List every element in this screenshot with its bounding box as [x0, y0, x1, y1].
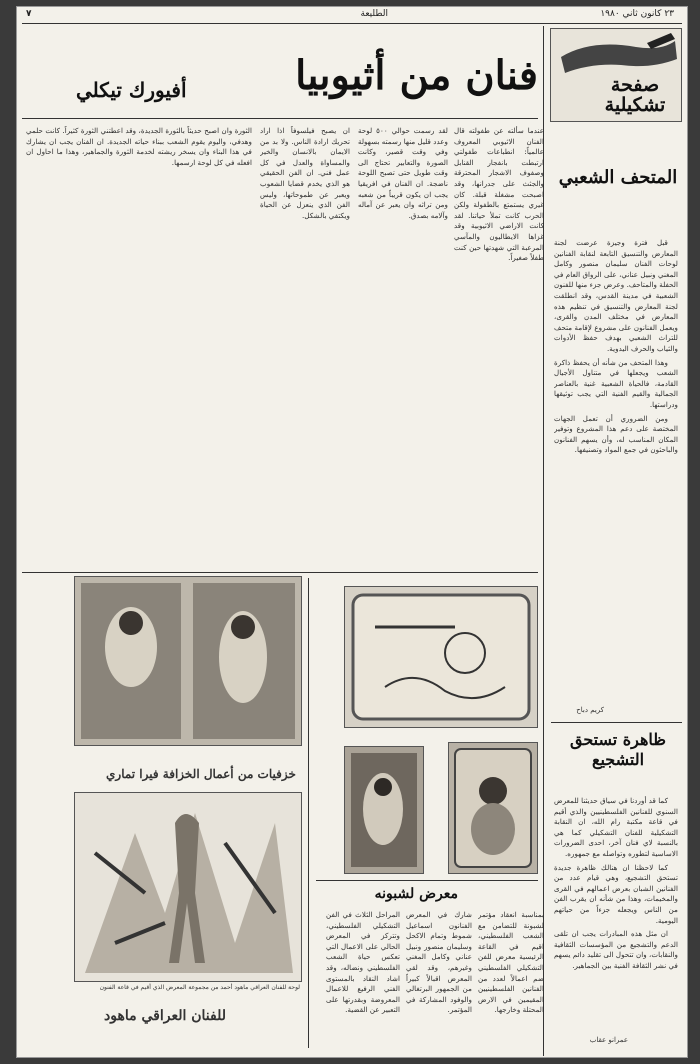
sidebar-section2-author: عمرانو عقاب [589, 1036, 628, 1044]
ceramic-photo-3 [344, 746, 424, 874]
painting-photo [74, 792, 302, 982]
paragraph: قبل فترة وجيزة عرضت لجنة المعارض والتنسيق التابعة لنقابة الفنانين لوحات الفنان سليمان منصور وكامل المغني ونبيل عناني، على الرواق العام في الحفلة والمتاحف. وعرض جزء منها للفنون الشعبية في مدينة القدس، وقد انطلقت لجنة المعارض والتنسيق في تنظيم هذه المعارض في مختلف المدن والقرى، ويعمل الفنانون على مشروع لإقامة متحف للتراث الشعبي بهدف حفظ الأدوات والثياب والحرف اليدوية. [554, 238, 678, 353]
exhibition-column-3: المراحل الثلاث في الفن التشكيلي الفلسطيني، وتتركز في المعرض الحالي على الاعمال التي تعكس حياة الشعب الفلسطيني ونضاله، وقد اشاد النقاد بالمستوى الفني الرفيع للاعمال المعروضة وبقدرتها على التعبير عن القضية. [326, 910, 400, 1015]
title-rule [22, 118, 538, 119]
paragraph: ومن الضروري أن تعمل الجهات المختصة على دعم هذا المشروع وتوفير المكان المناسب له، وأن يسهم الفنانون والباحثون في جمع المواد وتصنيفها. [554, 413, 678, 455]
header-rule [22, 23, 682, 24]
paragraph: كما لاحظنا ان هنالك ظاهرة جديدة تستحق التشجيع، وهي قيام عدد من الفنانين الشبان بعرض اعمالهم في القرى والمخيمات، وهذا من شأنه ان يقرب الفن من الناس ويجعله جزءاً من حياتهم اليومية. [554, 862, 678, 925]
ceramic-photo-2 [344, 586, 538, 728]
sidebar-section1-author: كريم دباح [576, 706, 604, 714]
article-column-4: الثورة وان اصبح حديثاً بالثورة الجديدة، وقد اعطتني الثورة كثيراً. كانت حلمي وهدفي، واليوم يقوم الشعب ببناء حياته الجديدة. ان الفنان يجب ان يشارك في هذا البناء وان يسخر ريشته لخدمة الثورة والجماهير، وهذا ما احاول ان افعله في كل لوحة ارسمها. [26, 126, 252, 167]
exhibition-column-2: شارك في المعرض الفنانون اسماعيل شموط وتمام الاكحل وسليمان منصور ونبيل عناني وكامل المغني وغيرهم، وقد لقي المعرض اقبالاً كبيراً من الجمهور البرتغالي والوفود المشاركة في المؤتمر. [406, 910, 472, 1015]
article-column-3: ان يصبح فيلسوفاً اذا اراد تحريك ارادة الناس. ولا بد من الايمان بالانسان والخير والمساواة والعدل في كل عمل فني. ان الفن الحقيقي هو الذي يخدم قضايا الشعوب ويعبر عن طموحاتها، وليس الفن الذي ينعزل عن الحياة ويكتفي بالشكل. [260, 126, 350, 220]
main-article-author: أفيورك تيكلي [76, 78, 187, 102]
newspaper-page [16, 6, 688, 1058]
sidebar-section1-title: المتحف الشعبي [558, 167, 678, 188]
issue-date: ٢٣ كانون ثاني ١٩٨٠ [600, 9, 674, 19]
article-column-2: لقد رسمت حوالي ٥٠٠ لوحة وعدد قليل منها رسمته بسهولة وفي وقت قصير، وكانت الصورة والتعابير تحتاج الى وقت طويل حتى تصبح اللوحة ناضجة. ان الفنان في افريقيا يجب ان يكون قريباً من شعبه ومن تراثه وان يعبر عن آماله وآلامه بصدق. [358, 126, 448, 220]
logo-text: صفحة تشكيلية [604, 74, 666, 116]
ceramics-caption: خزفيات من أعمال الخزافة فيرا تماري [106, 767, 296, 781]
exhibition-column-1: بمناسبة انعقاد مؤتمر لشبونة للتضامن مع الشعب الفلسطيني، اقيم في القاعة الرئيسية معرض للفن التشكيلي الفلسطيني ضم اعمالاً لعدد من الفنانين الفلسطينيين المقيمين في الارض المحتلة وخارجها. [478, 910, 544, 1015]
sidebar-section2-title: ظاهرة تستحق التشجيع [569, 730, 667, 769]
paragraph: وهذا المتحف من شأنه أن يحفظ ذاكرة الشعب ويجعلها في متناول الأجيال القادمة، فالحياة الشعبية غنية بالعناصر الجمالية والقيم الفنية التي يجب توثيقها ودراستها. [554, 357, 678, 409]
ceramic-photo-4 [448, 742, 538, 874]
sidebar-section2-body [554, 796, 678, 1032]
sidebar-rule [551, 722, 682, 723]
exhibition-title: معرض لشبونه [374, 886, 458, 902]
sidebar-logo [550, 28, 682, 122]
painting-caption: للفنان العراقي ماهود [104, 1008, 227, 1024]
sidebar-section1-body [554, 238, 678, 700]
article-bottom-rule [22, 572, 538, 573]
article-column-1: عندما سألته عن طفولته قال الفنان الاثيوبي المعروف عالمياً: انطباعات طفولتي ارتبطت بانفجار القنابل وصفوف الاشجار المحترقة والجثث على جدرانها، وقد اصبحت مشغلة قبلة. كان غيري يستمتع بالطفولة ولكن الحرب كانت تملأ حياتنا. لقد كانت الاراضي الاثيوبية وقد غزاها الايطاليون والمآسي المرعبة التي شهدتها حين كنت طفلاً صغيراً. [454, 126, 544, 263]
publication-name: الطليعة [360, 9, 388, 19]
page-header [16, 6, 688, 20]
main-article-title: فنان من أثيوبيا [295, 52, 538, 99]
exhibition-rule [316, 880, 538, 881]
photo-divider [308, 578, 309, 1048]
paragraph: كما قد أوردنا في سياق حديثنا للمعرض السنوي للفنانين الفلسطينيين والذي أقيم في قاعة مكتبة رام الله، ان النقابة التشكيلية للفنان التشكيلي كما هي بالنسبة لاي فنان آخر، احدى الضرورات الاساسية لتطوره وتواصله مع جمهوره. [554, 796, 678, 858]
page-number: ٧ [26, 9, 32, 19]
painting-small-caption: لوحة للفنان العراقي ماهود أحمد من مجموعة المعرض الذي أقيم في قاعة الفنون [99, 984, 300, 991]
ceramic-photo-1 [74, 576, 302, 746]
paragraph: ان مثل هذه المبادرات يجب ان تلقى الدعم والتشجيع من المؤسسات الثقافية والنقابات، وان تتحول الى تقليد دائم يسهم في نشر الثقافة الفنية بين الجماهير. [554, 929, 678, 970]
